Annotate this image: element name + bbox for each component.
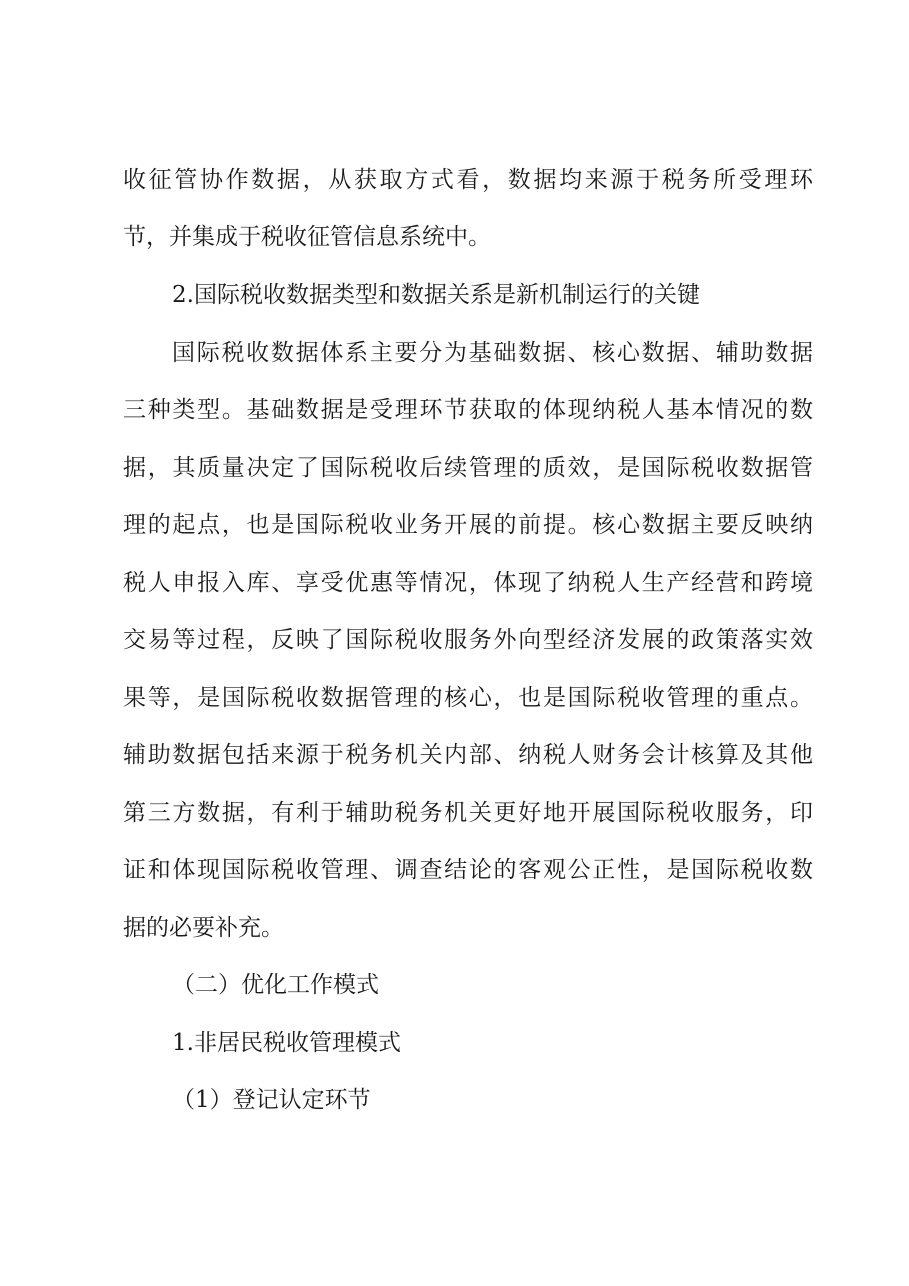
paragraph-2-line-7: 果等，是国际税收数据管理的核心，也是国际税收管理的重点。: [123, 685, 813, 711]
paragraph-2-line-4: 理的起点，也是国际税收业务开展的前提。核心数据主要反映纳: [123, 512, 813, 538]
paragraph-1-line-1: 收征管协作数据，从获取方式看，数据均来源于税务所受理环: [123, 167, 813, 193]
section-heading-nonresident-mode: 1.非居民税收管理模式: [172, 1030, 401, 1056]
paragraph-2-line-9: 第三方数据，有利于辅助税务机关更好地开展国际税收服务，印: [123, 800, 813, 826]
paragraph-2-line-11: 据的必要补充。: [123, 915, 284, 941]
section-heading-2: 2.国际税收数据类型和数据关系是新机制运行的关键: [172, 282, 700, 308]
paragraph-2-line-1: 国际税收数据体系主要分为基础数据、核心数据、辅助数据: [172, 340, 813, 366]
paragraph-2-line-2: 三种类型。基础数据是受理环节获取的体现纳税人基本情况的数: [123, 397, 813, 423]
paragraph-2-line-6: 交易等过程，反映了国际税收服务外向型经济发展的政策落实效: [123, 627, 813, 653]
paragraph-2-line-10: 证和体现国际税收管理、调查结论的客观公正性，是国际税收数: [123, 857, 813, 883]
paragraph-2-line-3: 据，其质量决定了国际税收后续管理的质效，是国际税收数据管: [123, 455, 813, 481]
section-heading-registration: （1）登记认定环节: [172, 1087, 371, 1113]
section-heading-optimize-mode: （二）优化工作模式: [172, 972, 379, 998]
paragraph-2-line-5: 税人申报入库、享受优惠等情况，体现了纳税人生产经营和跨境: [123, 570, 813, 596]
paragraph-2-line-8: 辅助数据包括来源于税务机关内部、纳税人财务会计核算及其他: [123, 742, 813, 768]
paragraph-1-line-2: 节，并集成于税收征管信息系统中。: [123, 224, 491, 250]
